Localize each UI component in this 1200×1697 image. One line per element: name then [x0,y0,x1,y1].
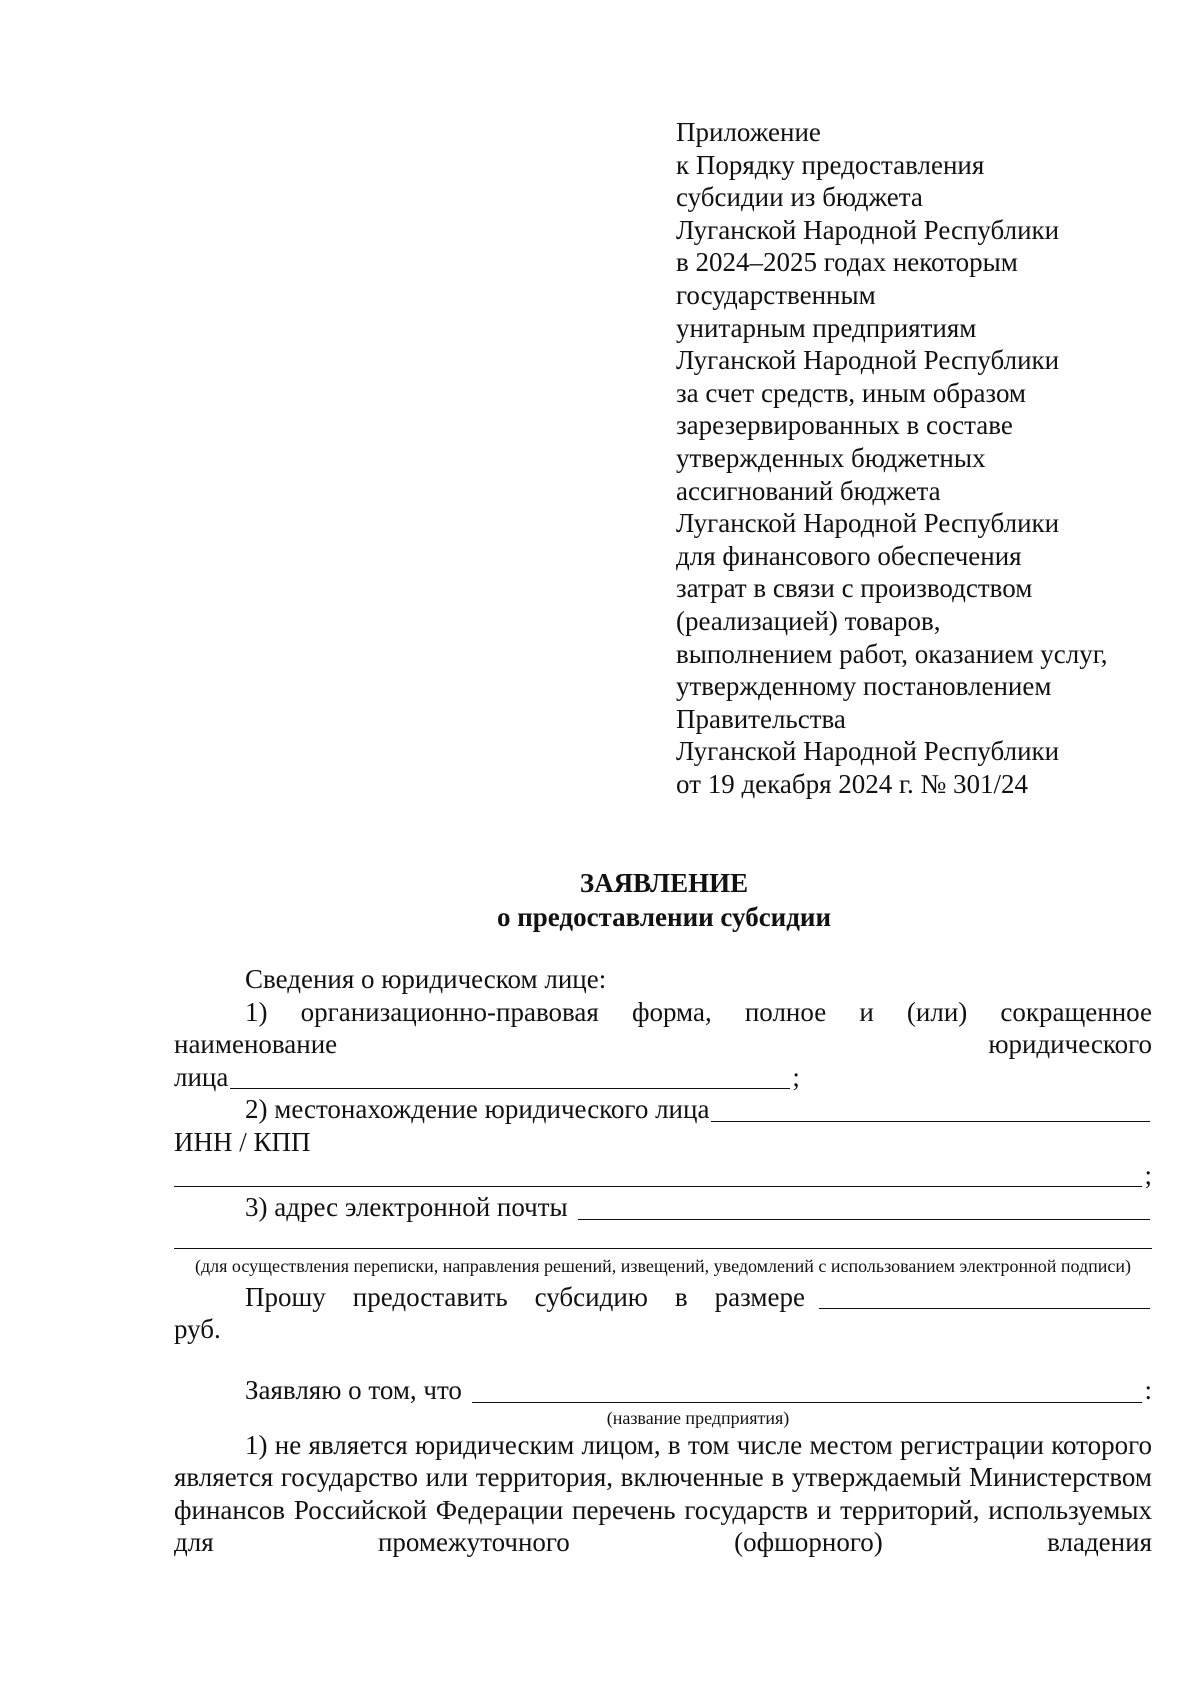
appendix-line: за счет средств, иным образом [676,377,1027,408]
location-field[interactable] [711,1097,1150,1122]
request-unit: руб. [174,1314,221,1345]
email-field[interactable] [578,1195,1150,1220]
appendix-line: Луганской Народной Республики [676,214,1060,245]
appendix-line: унитарным предприятиям [676,312,977,343]
inn-kpp-field[interactable] [174,1162,1142,1187]
email-note: (для осуществления переписки, направления решений, извещений, уведомлений с использованием электронной подписи) [194,1255,1132,1276]
appendix-line: Луганской Народной Республики [676,508,1060,539]
legal-name-field[interactable] [230,1064,790,1089]
item1-text-line1: 1) организационно-правовая форма, полное и (или) сокращенное [245,996,1152,1027]
email-field-line2[interactable] [174,1224,1152,1249]
subsidy-amount-field[interactable] [819,1284,1150,1309]
item1-suffix: ; [792,1061,800,1092]
appendix-line: субсидии из бюджета [676,182,923,213]
appendix-line: от 19 декабря 2024 г. № 301/24 [676,768,1029,799]
request-text: Прошу предоставить субсидию в размере [245,1281,805,1312]
appendix-line: затрат в связи с производством [676,573,1033,604]
appendix-header [676,116,1176,800]
inn-row [174,1159,1152,1192]
appendix-line: утвержденных бюджетных [676,442,986,473]
appendix-line: ассигнований бюджета [676,475,941,506]
item3-label: 3) адрес электронной почты [245,1192,568,1223]
item1-name-row [174,1061,1152,1094]
clause1-text: 1) не является юридическим лицом, в том числе местом регистрации которого является государство или территория, включенные в утверждаемый Министерством финансов Российской Федерации перечень государств и территорий, используемых для промежуточного (офшорного) владения [174,1429,1152,1558]
item2-label: 2) местонахождение юридического лица [245,1094,710,1125]
declare-text: Заявляю о том, что [245,1374,462,1405]
item2-row [174,1093,1152,1126]
appendix-line: Правительства [676,703,846,734]
item3-row [174,1191,1152,1224]
declare-suffix: : [1144,1374,1152,1405]
appendix-line: государственным [676,279,876,310]
title-sub: о предоставлении субсидии [496,902,832,932]
appendix-line: выполнением работ, оказанием услуг, [676,638,1108,669]
intro-text: Сведения о юридическом лице: [245,964,607,994]
appendix-line: Приложение [676,117,821,147]
appendix-line: Луганской Народной Республики [676,736,1060,767]
item1-text-line2: наименование юридического [174,1029,1152,1060]
enterprise-name-field[interactable] [472,1378,1143,1403]
appendix-line: Луганской Народной Республики [676,345,1060,376]
declare-note: (название предприятия) [606,1407,790,1428]
appendix-line: утвержденному постановлением [676,671,1052,702]
declare-row [174,1374,1152,1407]
appendix-line: зарезервированных в составе [676,410,1013,441]
appendix-line: для финансового обеспечения [676,540,1022,571]
document-title [174,866,1154,934]
appendix-line: (реализацией) товаров, [676,605,941,636]
request-row [174,1281,1152,1314]
appendix-line: к Порядку предоставления [676,149,985,180]
form-body [174,963,1152,1559]
title-main: ЗАЯВЛЕНИЕ [579,868,749,898]
item1-prefix: лица [174,1061,229,1092]
appendix-line: в 2024–2025 годах некоторым [676,247,1018,278]
inn-suffix: ; [1144,1159,1152,1190]
inn-label: ИНН / КПП [174,1126,311,1157]
